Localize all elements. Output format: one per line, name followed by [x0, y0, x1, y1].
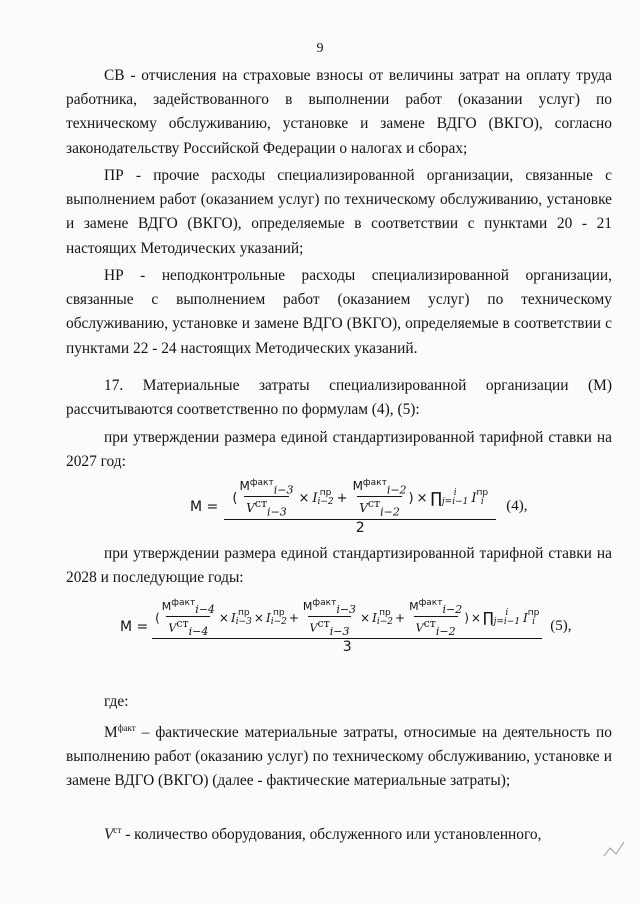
- formula-5-fraction: ( $\frac{М^{факт}_{i-4}}{V^{ст}_{i-4}}$ × I пр i−3 × I пр i−2 + $\frac{М^{факт}_{i-3}}{V^{ст}_{i-3}}$ × I пр i−2 + $\frac{М^{факт}_{i-2}}{V^{ст}_{i-2}}$ ) × ∏ i j=i−1 I пр i 3: [152, 598, 542, 655]
- formula-4-lhs: М =: [190, 498, 219, 515]
- formula-5-lhs: М =: [120, 618, 149, 635]
- formula-4-label: (4),: [506, 498, 528, 515]
- formula-4: [190, 478, 528, 536]
- page-number: 9: [316, 41, 324, 56]
- paragraph-mfact: $М^{факт}$ – фактические материальные затраты, относимые на деятельность по выполнению работ (оказанию услуг) по техническому обслуживанию, установке и замене ВДГО (ВКГО) (далее - фактические материальные затраты);: [66, 723, 612, 790]
- paragraph-nr: НР - неподконтрольные расходы специализированной организации, связанные с выполнением работ (оказанием услуг) по техническому обслуживанию, установке и замене ВДГО (ВКГО), определяемые в соответствии с пунктами 22 - 24 настоящих Методических указаний.: [66, 267, 612, 357]
- formula-5: [120, 598, 572, 655]
- paragraph-gde: где:: [104, 693, 129, 710]
- paragraph-pr: ПР - прочие расходы специализированной организации, связанные с выполнением работ (оказанием услуг) по техническому обслуживанию, установке и замене ВДГО (ВКГО), определяемые в соответствии с пунктами 20 - 21 настоящих Методических указаний;: [66, 167, 612, 257]
- formula-4-fraction: ( $\frac{М^{факт}_{i-3}}{V^{ст}_{i-3}}$ × I пр i−2 + $\frac{М^{факт}_{i-2}}{V^{ст}_{i-2}}$ ) × ∏ i j=i−1 I пр i 2: [224, 478, 496, 536]
- scan-mark: [600, 838, 628, 860]
- formula-5-label: (5),: [550, 618, 572, 635]
- paragraph-17: 17. Материальные затраты специализированной организации (М) рассчитываются соответственно по формулам (4), (5):: [66, 377, 612, 419]
- paragraph-2027: при утверждении размера единой стандартизированной тарифной ставки на 2027 год:: [66, 429, 612, 471]
- paragraph-sv: СВ - отчисления на страховые взносы от величины затрат на оплату труда работника, задействованного в выполнении работ (оказании услуг) по техническому обслуживанию, установке и замене ВДГО (ВКГО), согласно законодательству Российской Федерации о налогах и сборах;: [66, 67, 612, 157]
- paragraph-vst: $V^{ст}$ - количество оборудования, обслуженного или установленного,: [104, 825, 542, 843]
- paragraph-2028: при утверждении размера единой стандартизированной тарифной ставки на 2028 и последующие годы:: [66, 545, 612, 587]
